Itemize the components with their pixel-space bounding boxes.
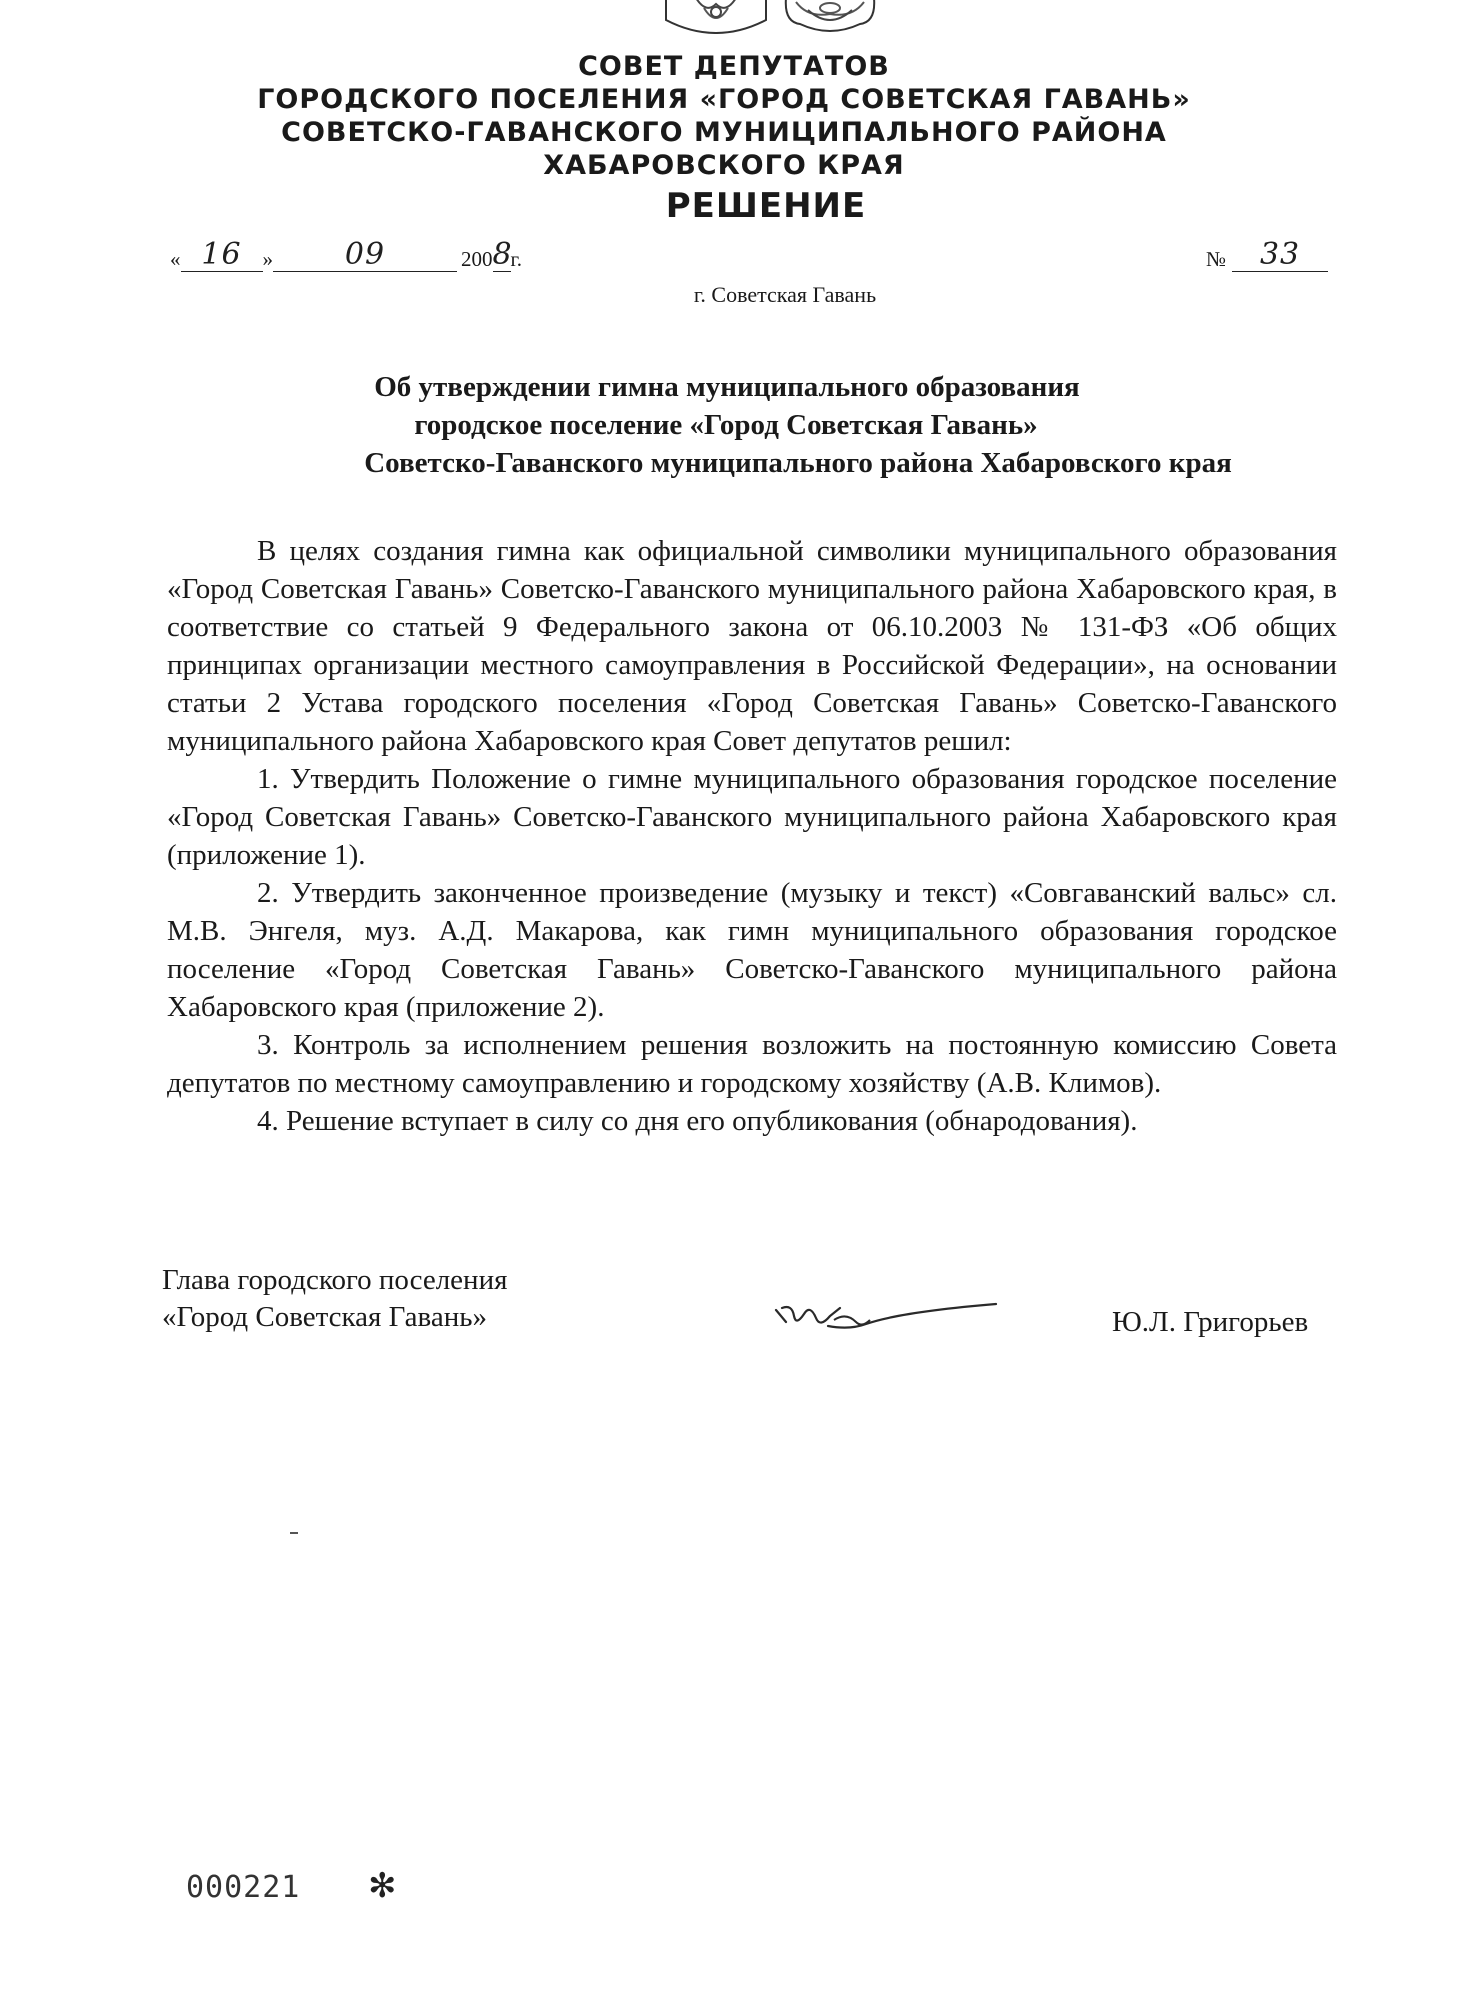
document-title [0, 368, 1468, 482]
title-line-3: Советско-Гаванского муниципального района Хабаровского края [364, 447, 1232, 479]
date-month: 09 [344, 237, 386, 272]
position-line-1: Глава городского поселения [162, 1264, 508, 1296]
preamble-paragraph: В целях создания гимна как официальной символики муниципального образования «Город Советская Гавань» Советско-Гаванского муниципального района Хабаровского края, в соответствие со статьей 9 Федерального закона от 06.10.2003 № 131-ФЗ «Об общих принципах организации местного самоуправления в Российской Федерации», на основании статьи 2 Устава городского поселения «Город Советская Гавань» Советско-Гаванского муниципального района Хабаровского края Совет депутатов решил: [167, 535, 1337, 757]
document-body [167, 532, 1337, 1140]
issuer-header [0, 50, 1468, 182]
decision-item-1: 1. Утвердить Положение о гимне муниципального образования городское поселение «Город Советская Гавань» Советско-Гаванского муниципального района Хабаровского края (приложение 1). [167, 763, 1337, 871]
emblems [0, 0, 1468, 40]
coat-of-arms-icon [662, 0, 770, 34]
date-open-quote: « [170, 247, 181, 271]
city-emblem-icon [778, 0, 882, 34]
scan-mark [290, 1532, 298, 1534]
decision-item-3: 3. Контроль за исполнением решения возложить на постоянную комиссию Совета депутатов по местному самоуправлению и городскому хозяйству (А.В. Климов). [167, 1029, 1337, 1099]
signer-name: Ю.Л. Григорьев [1112, 1306, 1309, 1338]
decision-item-2: 2. Утвердить законченное произведение (музыку и текст) «Совгаванский вальс» сл. М.В. Энгеля, муз. А.Д. Макарова, как гимн муниципального образования городское поселение «Город Советская Гавань» Советско-Гаванского муниципального района Хабаровского края (приложение 2). [167, 877, 1337, 1023]
number-field [1232, 237, 1328, 272]
number-label: № [1206, 247, 1227, 271]
date-day: 16 [201, 237, 242, 272]
header-line-3: СОВЕТСКО-ГАВАНСКОГО МУНИЦИПАЛЬНОГО РАЙОНА [281, 117, 1167, 148]
header-line-4: ХАБАРОВСКОГО КРАЯ [543, 150, 905, 181]
document-date [170, 232, 522, 272]
title-line-2: городское поселение «Город Советская Гавань» [414, 409, 1038, 441]
date-year-prefix: 200 [461, 247, 493, 271]
header-line-2: ГОРОДСКОГО ПОСЕЛЕНИЯ «ГОРОД СОВЕТСКАЯ ГАВАНЬ» [257, 84, 1191, 115]
date-close-quote: » [262, 247, 273, 271]
signature-icon [770, 1290, 1000, 1350]
position-line-2: «Город Советская Гавань» [162, 1301, 487, 1333]
date-day-field [181, 237, 263, 272]
date-year-digit: 8 [492, 237, 513, 272]
header-line-1: СОВЕТ ДЕПУТАТОВ [578, 51, 890, 82]
number-value: 33 [1259, 237, 1301, 272]
signatory-position [162, 1262, 507, 1336]
date-year-field [492, 237, 513, 272]
issue-city: г. Советская Гавань [693, 282, 877, 307]
date-year-suffix: г. [510, 247, 522, 271]
decision-item-4: 4. Решение вступает в силу со дня его опубликования (обнародования). [257, 1105, 1138, 1137]
footer-mark: ✻ [368, 1866, 397, 1906]
serial-number: 000221 [186, 1870, 301, 1905]
date-month-field [273, 237, 457, 272]
document-number [1206, 232, 1328, 272]
title-line-1: Об утверждении гимна муниципального образования [374, 371, 1080, 403]
document-type: РЕШЕНИЕ [665, 186, 867, 226]
